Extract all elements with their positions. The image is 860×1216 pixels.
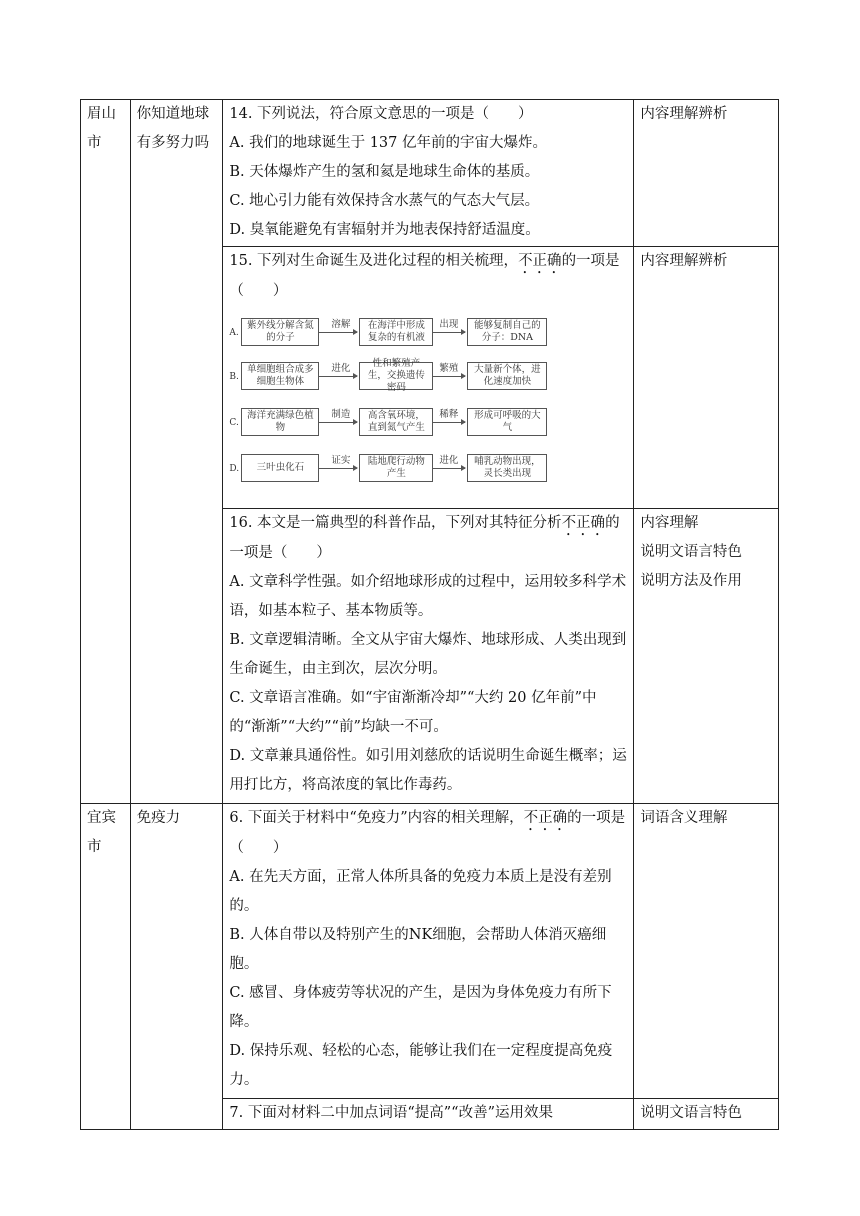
diagram-box: 在海洋中形成复杂的有机液 [359,318,433,346]
diagram-box: 高含氧环境，直到氮气产生 [359,408,433,436]
diagram-row-a [229,318,569,348]
question-stem: 6. 下面关于材料中“免疫力”内容的相关理解，不正确的一项是（ ） [229,810,626,856]
question-cell [223,247,634,509]
diagram-label: B. [229,372,239,382]
option-d: D. 保持乐观、轻松的心态，能够让我们在一定程度提高免疫力。 [229,1043,613,1088]
diagram-box: 能够复制自己的分子：DNA [467,318,547,346]
article-title-cell: 免疫力 [130,804,223,1130]
type-cell [634,509,779,804]
option-a: A. 在先天方面，正常人体所具备的免疫力本质上是没有差别的。 [229,869,612,914]
diagram-box: 性和繁殖产生，交换遗传密码 [359,362,433,390]
question-stem: 16. 本文是一篇典型的科普作品，下列对其特征分析不正确的一项是（ ） [229,515,620,561]
arrow-label: 溶解 [331,319,351,330]
question-stem: 14. 下列说法，符合原文意思的一项是（ ） [229,106,533,122]
option-c: C. 文章语言准确。如“宇宙渐渐冷却”“大约 20 亿年前”中的“渐渐”“大约”“前”均缺一不可。 [229,690,597,735]
table-row [81,100,779,247]
type-cell: 说明文语言特色 [634,1099,779,1130]
diagram-label: C. [229,418,239,428]
diagram-box: 紫外线分解含氮的分子 [241,318,319,346]
question-cell [223,100,634,247]
diagram-box: 三叶虫化石 [241,454,319,482]
option-b: B. 文章逻辑清晰。全文从宇宙大爆炸、地球形成、人类出现到生命诞生，由主到次，层次分明。 [229,632,627,677]
type-cell: 内容理解辨析 [634,247,779,509]
type-line: 说明文语言特色 [640,544,742,560]
option-d: D. 文章兼具通俗性。如引用刘慈欣的话说明生命诞生概率；运用打比方，将高浓度的氧比作毒药。 [229,748,627,793]
table-row [81,804,779,1099]
diagram-box: 陆地爬行动物产生 [359,454,433,482]
type-line: 内容理解 [640,515,699,531]
diagram-box: 单细胞组合成多细胞生物体 [241,362,319,390]
option-b: B. 天体爆炸产生的氢和氦是地球生命体的基质。 [229,164,540,180]
diagram-box: 形成可呼吸的大气 [467,408,547,436]
emphasis-text: 不正确 [561,515,606,531]
diagram-row-c [229,408,569,438]
question-cell [223,804,634,1099]
option-a: A. 我们的地球诞生于 137 亿年前的宇宙大爆炸。 [229,135,547,151]
diagram-row-d [229,454,569,484]
question-cell [223,509,634,804]
diagram-label: D. [229,464,240,474]
option-b: B. 人体自带以及特别产生的NK细胞，会帮助人体消灭癌细胞。 [229,927,607,972]
type-cell: 词语含义理解 [634,804,779,1099]
arrow-label: 证实 [331,455,351,466]
option-d: D. 臭氧能避免有害辐射并为地表保持舒适温度。 [229,222,540,238]
arrow-icon [433,468,465,469]
arrow-icon [319,468,357,469]
type-cell: 内容理解辨析 [634,100,779,247]
option-a: A. 文章科学性强。如介绍地球形成的过程中，运用较多科学术语，如基本粒子、基本物质等。 [229,574,627,619]
arrow-icon [319,422,357,423]
evolution-diagram [229,314,627,498]
question-cell [223,1099,634,1130]
arrow-label: 进化 [439,455,459,466]
arrow-icon [319,376,357,377]
arrow-label: 进化 [331,363,351,374]
type-line: 说明方法及作用 [640,573,742,589]
city-cell: 宜宾市 [81,804,131,1130]
arrow-icon [433,332,465,333]
emphasis-text: 不正确 [523,810,568,826]
option-c: C. 感冒、身体疲劳等状况的产生，是因为身体免疫力有所下降。 [229,985,612,1030]
arrow-icon [433,376,465,377]
arrow-label: 出现 [439,319,459,330]
emphasis-text: 不正确 [518,253,562,269]
arrow-label: 稀释 [439,409,459,420]
diagram-label: A. [229,328,239,338]
diagram-box: 大量新个体，进化速度加快 [467,362,547,390]
option-c: C. 地心引力能有效保持含水蒸气的气态大气层。 [229,193,540,209]
diagram-box: 哺乳动物出现，灵长类出现 [467,454,547,482]
diagram-box: 海洋充满绿色植物 [241,408,319,436]
arrow-icon [319,332,357,333]
arrow-icon [433,422,465,423]
article-title-cell: 你知道地球有多努力吗 [130,100,223,804]
arrow-label: 制造 [331,409,351,420]
city-cell: 眉山市 [81,100,131,804]
question-analysis-table [80,99,779,1130]
question-stem: 15. 下列对生命诞生及进化过程的相关梳理，不正确的一项是（ ） [229,253,620,299]
arrow-label: 繁殖 [439,363,459,374]
question-stem: 7. 下面对材料二中加点词语“提高”“改善”运用效果 [229,1105,553,1121]
diagram-row-b [229,358,569,393]
